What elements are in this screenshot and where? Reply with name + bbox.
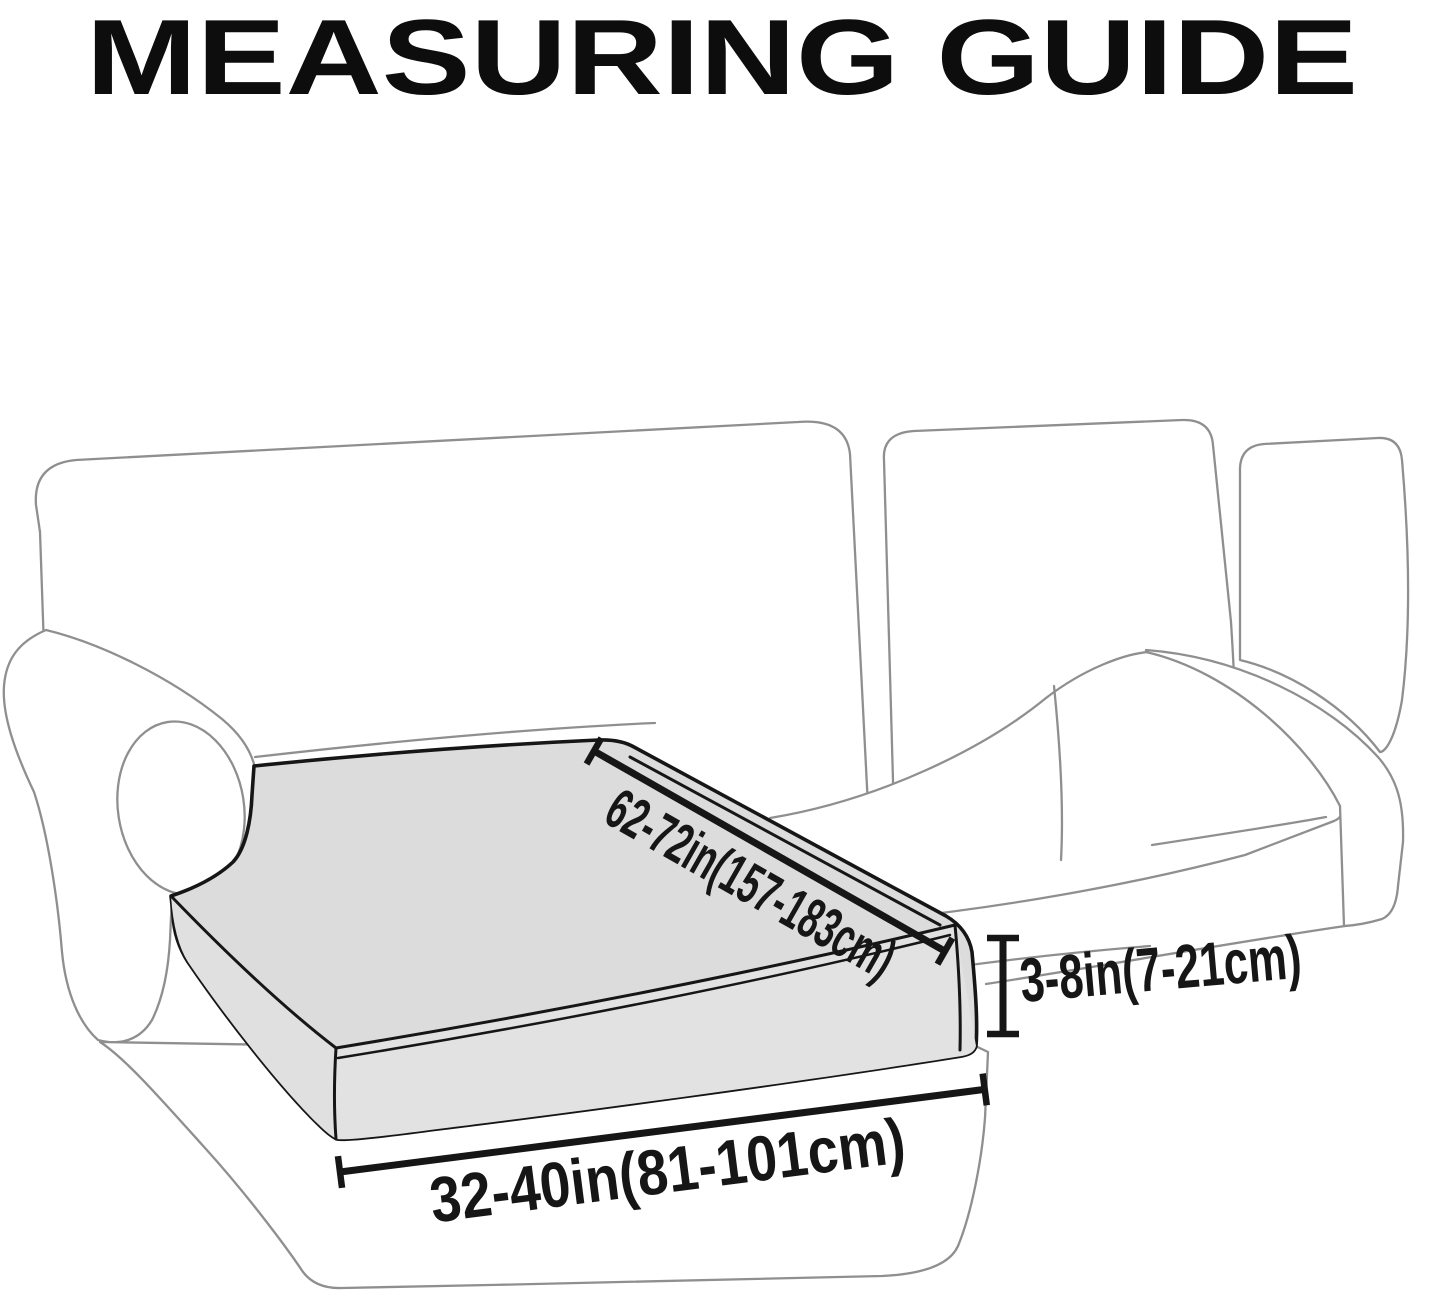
page-title: MEASURING GUIDE [86,0,1358,117]
width-measurement-label: 32-40in(81-101cm) [425,1094,986,1237]
measurement-height [987,912,1422,1034]
length-measurement-label: 62-72in(157-183cm) [594,776,1084,1093]
chaise-cushion-corner-seam [335,1048,337,1139]
width-measure-tick-start [338,1156,342,1188]
height-measurement-label: 3-8in(7-21cm) [1017,912,1422,1016]
width-measure-tick-end [983,1074,987,1106]
